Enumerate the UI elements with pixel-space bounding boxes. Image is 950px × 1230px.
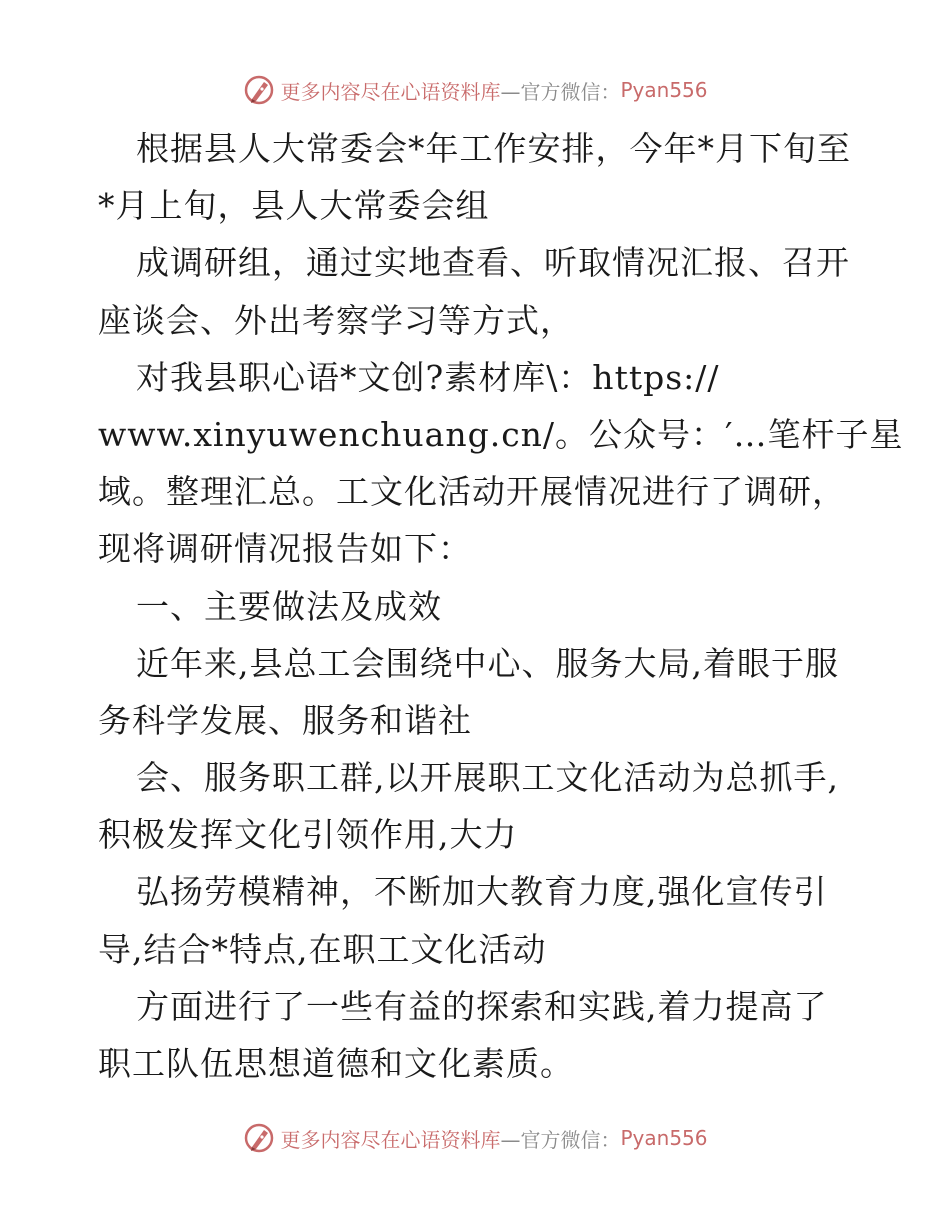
footer-banner — [0, 1118, 950, 1158]
pen-nib-icon — [242, 73, 276, 107]
section-heading: 一、主要做法及成效 — [136, 586, 442, 626]
banner-promo-text: 更多内容尽在心语资料库 — [280, 1127, 501, 1152]
document-body — [98, 120, 904, 1092]
paragraph-line: 导,结合*特点,在职工文化活动 — [98, 929, 547, 969]
paragraph-line: 座谈会、外出考察学习等方式， — [98, 300, 574, 340]
paragraph-line: 成调研组，通过实地查看、听取情况汇报、召开 — [136, 243, 850, 283]
paragraph-line: 近年来,县总工会围绕中心、服务大局,着眼于服 — [136, 643, 839, 683]
banner-wechat-id: Pyan556 — [620, 78, 708, 102]
banner-separator: —官方微信： — [500, 1127, 621, 1152]
paragraph-line: 对我县职心语*文创?素材库\：https:// — [136, 357, 720, 397]
banner-wechat-id: Pyan556 — [620, 1126, 708, 1150]
paragraph-line: 务科学发展、服务和谐社 — [98, 700, 472, 740]
paragraph-line: 方面进行了一些有益的探索和实践,着力提高了 — [136, 986, 828, 1026]
paragraph-line: 职工队伍思想道德和文化素质。 — [98, 1044, 574, 1083]
pen-nib-icon — [242, 1121, 276, 1155]
banner-promo-text: 更多内容尽在心语资料库 — [280, 79, 501, 104]
paragraph-line: 弘扬劳模精神，不断加大教育力度,强化宣传引 — [136, 872, 828, 912]
paragraph-line: 现将调研情况报告如下： — [98, 529, 472, 569]
paragraph-line: 会、服务职工群,以开展职工文化活动为总抓手, — [136, 758, 839, 798]
paragraph-line: 积极发挥文化引领作用,大力 — [98, 815, 518, 855]
paragraph-line: 域。整理汇总。工文化活动开展情况进行了调研， — [98, 472, 846, 512]
header-banner — [0, 70, 950, 110]
banner-separator: —官方微信： — [500, 79, 621, 104]
paragraph-line: www.xinyuwenchuang.cn/。公众号：′…笔杆子星 — [98, 414, 904, 454]
paragraph-line: *月上旬，县人大常委会组 — [98, 186, 490, 226]
paragraph-line: 根据县人大常委会*年工作安排，今年*月下旬至 — [136, 129, 851, 168]
